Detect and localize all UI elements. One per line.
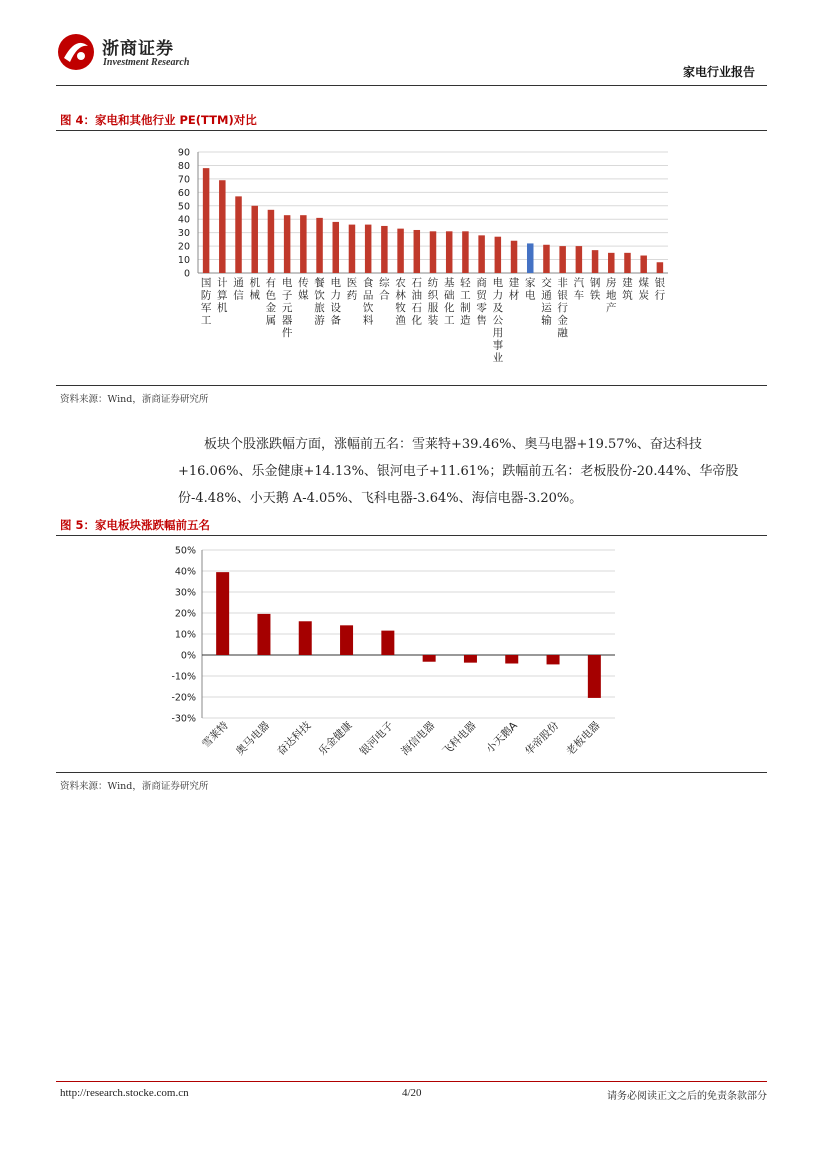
figure5-source: 资料来源：Wind，浙商证券研究所: [60, 781, 209, 792]
x-tick-label: 餐饮旅游: [314, 277, 325, 327]
y-tick-label: -20%: [171, 692, 196, 704]
bar: [251, 206, 257, 273]
bar: [505, 655, 518, 664]
bar: [414, 230, 421, 273]
x-tick-label: 非银行金融: [557, 277, 568, 339]
footer-disclaimer: 请务必阅读正文之后的免责条款部分: [607, 1091, 767, 1102]
x-tick-label: 建筑: [622, 277, 633, 302]
x-tick-label: 银河电子: [357, 719, 396, 758]
x-tick-label: 商贸零售: [476, 277, 487, 327]
figure4-bottom-rule: [56, 385, 767, 386]
x-tick-label: 交通运输: [541, 277, 552, 327]
y-tick-label: 0%: [180, 650, 196, 662]
y-tick-label: 80: [177, 160, 190, 172]
x-tick-label: 奥马电器: [233, 719, 273, 758]
bar: [624, 253, 631, 273]
x-tick-label: 钢铁: [589, 277, 601, 302]
y-tick-label: 40%: [174, 566, 196, 578]
x-tick-label: 电力及公用事业: [492, 277, 504, 364]
y-tick-label: 40: [177, 214, 190, 226]
body-paragraph: [178, 431, 763, 512]
x-tick-label: 有色金属: [265, 277, 277, 327]
bar: [495, 237, 502, 273]
y-tick-label: -30%: [171, 713, 196, 725]
top-movers-chart: [160, 541, 630, 771]
y-tick-label: 0: [183, 268, 190, 280]
page-number: 4/20: [402, 1087, 422, 1099]
x-tick-label: 电力设备: [330, 277, 342, 327]
bar: [592, 250, 599, 273]
y-tick-label: 10%: [174, 629, 196, 641]
x-tick-label: 房地产: [606, 277, 617, 314]
figure5-top-rule: [56, 535, 767, 536]
x-tick-label: 基础化工: [443, 277, 455, 327]
y-tick-label: 20: [177, 241, 190, 253]
bar: [219, 180, 226, 273]
logo-text-en: Investment Research: [103, 57, 190, 68]
x-tick-label: 轻工制造: [460, 277, 471, 327]
bar: [284, 215, 291, 273]
bar: [333, 222, 340, 273]
x-tick-label: 奋达科技: [275, 719, 314, 758]
y-tick-label: 60: [177, 187, 190, 199]
bar: [576, 246, 583, 273]
y-tick-label: 50%: [174, 545, 196, 557]
bar: [397, 229, 404, 273]
x-tick-label: 食品饮料: [362, 277, 374, 327]
x-tick-label: 石油石化: [411, 277, 423, 327]
x-tick-label: 家电: [524, 277, 536, 302]
logo-text-cn: 浙商证券: [102, 39, 174, 59]
header-rule: [56, 85, 767, 86]
report-type-label: 家电行业报告: [682, 65, 755, 79]
x-tick-label: 华帝股份: [522, 719, 562, 758]
bar: [423, 655, 436, 662]
x-tick-label: 雪莱特: [200, 719, 231, 751]
x-tick-label: 飞科电器: [440, 719, 479, 758]
x-tick-label: 银行: [654, 277, 666, 302]
footer-rule: [56, 1081, 767, 1082]
bar: [588, 655, 601, 698]
x-tick-label: 小天鹅A: [484, 719, 520, 756]
y-tick-label: 90: [177, 147, 190, 159]
bar: [559, 246, 566, 273]
figure4-top-rule: [56, 130, 767, 131]
bar: [257, 614, 270, 655]
figure4-source: 资料来源：Wind，浙商证券研究所: [60, 394, 209, 405]
bar: [430, 231, 437, 273]
x-tick-label: 医药: [346, 277, 358, 302]
bar: [527, 243, 534, 273]
bar: [464, 655, 477, 663]
bar: [543, 245, 550, 273]
x-tick-label: 汽车: [573, 277, 585, 302]
x-tick-label: 纺织服装: [427, 277, 439, 327]
y-tick-label: 30: [177, 228, 190, 240]
bar: [203, 168, 210, 273]
pe-comparison-chart: [160, 140, 680, 380]
bar: [268, 210, 275, 273]
y-tick-label: 30%: [174, 587, 196, 599]
x-tick-label: 建材: [508, 277, 520, 302]
y-tick-label: 70: [177, 174, 190, 186]
x-tick-label: 国防军工: [200, 277, 212, 327]
logo-icon: [56, 32, 96, 72]
x-tick-label: 传媒: [298, 277, 309, 302]
x-tick-label: 电子元器件: [281, 277, 293, 339]
x-tick-label: 计算机: [217, 277, 228, 314]
y-tick-label: 10: [177, 255, 190, 267]
bar: [547, 655, 560, 664]
bar: [446, 231, 453, 273]
x-tick-label: 老板电器: [564, 719, 603, 758]
y-tick-label: 20%: [174, 608, 196, 620]
bar: [365, 225, 372, 273]
paragraph-line-2: +16.06%、乐金健康+14.13%、银河电子+11.61%；跌幅前五名：老板股份-20.44%、华帝股: [178, 464, 739, 479]
y-tick-label: -10%: [171, 671, 196, 683]
x-tick-label: 机械: [249, 277, 260, 302]
bar: [216, 572, 229, 655]
y-tick-label: 50: [177, 201, 190, 213]
bar: [462, 231, 469, 273]
bar: [381, 631, 394, 655]
figure4-title: 图 4：家电和其他行业 PE(TTM)对比: [60, 113, 257, 127]
x-tick-label: 综合: [379, 277, 390, 302]
bar: [478, 235, 485, 273]
footer-url[interactable]: http://research.stocke.com.cn: [60, 1087, 189, 1099]
paragraph-line-3: 份-4.48%、小天鹅 A-4.05%、飞科电器-3.64%、海信电器-3.20%。: [178, 491, 583, 506]
bar: [235, 196, 242, 273]
bar: [511, 241, 518, 273]
x-tick-label: 海信电器: [399, 719, 438, 758]
bar: [340, 625, 353, 655]
figure5-title: 图 5：家电板块涨跌幅前五名: [60, 518, 211, 532]
bar: [299, 621, 312, 655]
figure5-bottom-rule: [56, 772, 767, 773]
bar: [608, 253, 615, 273]
x-tick-label: 乐金健康: [316, 719, 355, 758]
bar: [349, 225, 356, 273]
paragraph-line-1: 板块个股涨跌幅方面，涨幅前五名：雪莱特+39.46%、奥马电器+19.57%、奋达科技: [204, 437, 702, 452]
x-tick-label: 农林牧渔: [395, 277, 406, 327]
bar: [640, 256, 647, 273]
bar: [300, 215, 307, 273]
x-tick-label: 煤炭: [638, 277, 649, 302]
bar: [316, 218, 323, 273]
bar: [657, 262, 664, 273]
bar: [381, 226, 388, 273]
x-tick-label: 通信: [233, 277, 244, 302]
